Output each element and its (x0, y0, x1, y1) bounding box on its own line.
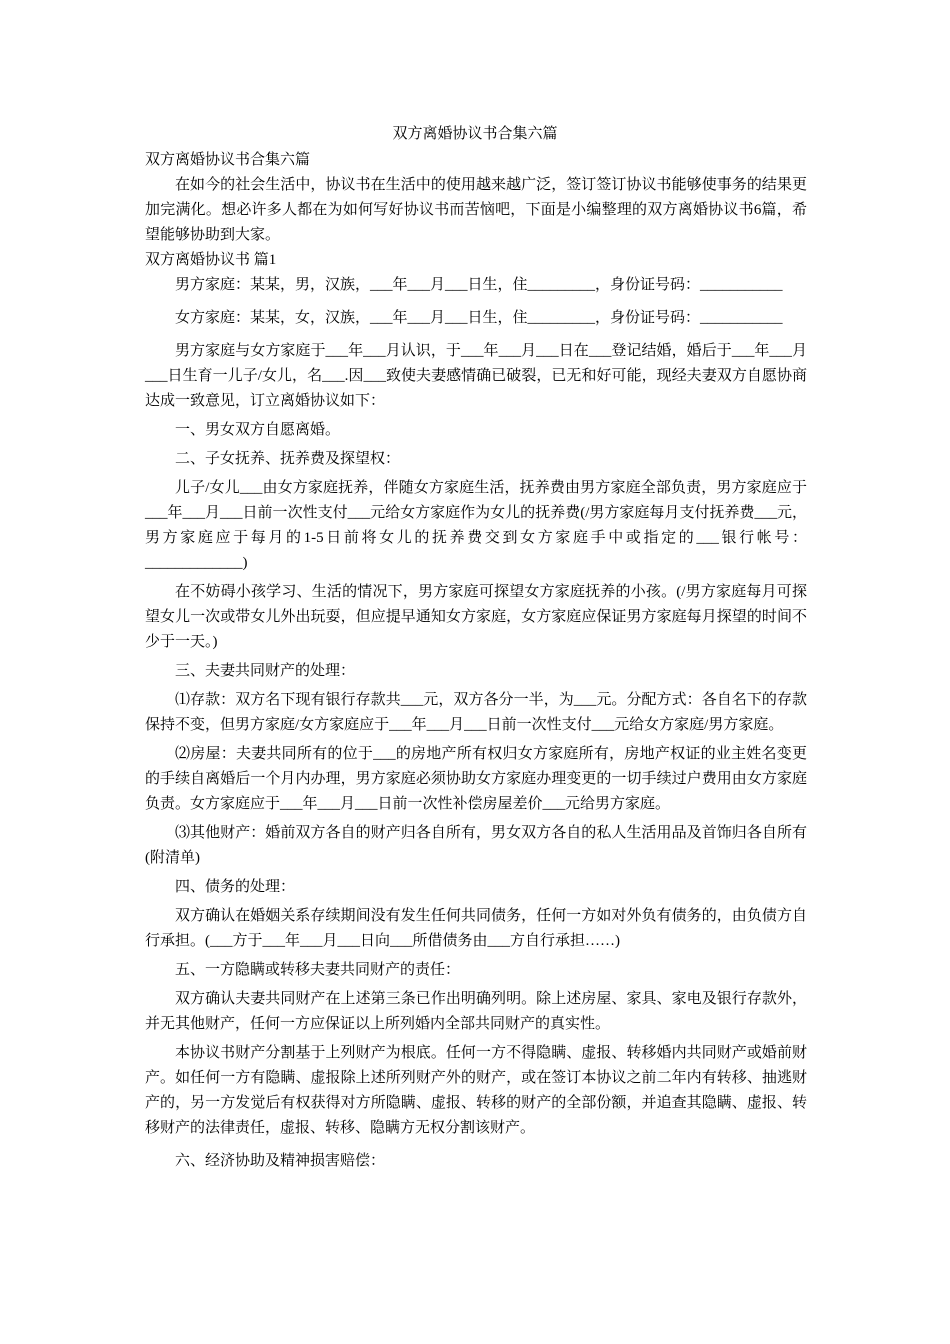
clause-heading-5: 五、一方隐瞒或转移夫妻共同财产的责任： (175, 962, 461, 978)
paragraph-visitation: 在不妨碍小孩学习、生活的情况下，男方家庭可探望女方家庭抚养的小孩。(/男方家庭每月可探望女儿一次或带女儿外出玩耍，但应提早通知女方家庭，女方家庭应保证男方家庭每月探望的时间不少于一天。) (145, 584, 807, 650)
section-heading: 双方离婚协议书 篇1 (145, 252, 277, 268)
intro-paragraph: 在如今的社会生活中，协议书在生活中的使用越来越广泛，签订签订协议书能够使事务的结果更加完满化。想必许多人都在为如何写好协议书而苦恼吧，下面是小编整理的双方离婚协议书6篇，希望能够协助到大家。 (145, 177, 807, 243)
clause-heading-4: 四、债务的处理： (175, 879, 296, 895)
clause-heading-3: 三、夫妻共同财产的处理： (175, 663, 356, 679)
paragraph-property-confirmation: 双方确认夫妻共同财产在上述第三条已作出明确列明。除上述房屋、家具、家电及银行存款外，并无其他财产，任何一方应保证以上所列婚内全部共同财产的真实性。 (145, 991, 807, 1032)
clause-heading-1: 一、男女双方自愿离婚。 (175, 422, 341, 438)
paragraph-child-support: 儿子/女儿___由女方家庭抚养，伴随女方家庭生活，抚养费由男方家庭全部负责，男方家庭应于___年___月___日前一次性支付___元给女方家庭作为女儿的抚养费(/男方家庭每月支付抚养费___元，男方家庭应于每月的1-5日前将女儿的抚养费交到女方家庭手中或指定的___银行帐号：_____________) (145, 480, 807, 571)
paragraph-female-party: 女方家庭：某某，女，汉族，___年___月___日生，住_________，身份证号码：___________ (175, 310, 783, 326)
document-body (145, 148, 807, 1174)
paragraph-marriage-info: 男方家庭与女方家庭于___年___月认识，于___年___月___日在___登记结婚，婚后于___年___月___日生育一儿子/女儿，名___.因___致使夫妻感情确已破裂，已无和好可能，现经夫妻双方自愿协商达成一致意见，订立离婚协议如下： (145, 343, 807, 409)
clause-heading-2: 二、子女抚养、抚养费及探望权： (175, 451, 401, 467)
document-subtitle: 双方离婚协议书合集六篇 (145, 152, 311, 168)
paragraph-male-party: 男方家庭：某某，男，汉族，___年___月___日生，住_________，身份证号码：___________ (175, 277, 783, 293)
clause-heading-6: 六、经济协助及精神损害赔偿： (175, 1153, 386, 1169)
document-title: 双方离婚协议书合集六篇 (392, 126, 558, 142)
paragraph-deposits: ⑴存款：双方名下现有银行存款共___元，双方各分一半，为___元。分配方式：各自名下的存款保持不变，但男方家庭/女方家庭应于___年___月___日前一次性支付___元给女方家庭/男方家庭。 (145, 692, 807, 733)
paragraph-debts: 双方确认在婚姻关系存续期间没有发生任何共同债务，任何一方如对外负有债务的，由负债方自行承担。(___方于___年___月___日向___所借债务由___方自行承担……) (145, 908, 807, 949)
paragraph-other-property: ⑶其他财产：婚前双方各自的财产归各自所有，男女双方各自的私人生活用品及首饰归各自所有(附清单) (145, 825, 807, 866)
paragraph-property-division: 本协议书财产分割基于上列财产为根底。任何一方不得隐瞒、虚报、转移婚内共同财产或婚前财产。如任何一方有隐瞒、虚报除上述所列财产外的财产，或在签订本协议之前二年内有转移、抽逃财产的，另一方发觉后有权获得对方所隐瞒、虚报、转移的财产的全部份额，并追查其隐瞒、虚报、转移财产的法律责任，虚报、转移、隐瞒方无权分割该财产。 (145, 1045, 807, 1136)
paragraph-house: ⑵房屋：夫妻共同所有的位于___的房地产所有权归女方家庭所有，房地产权证的业主姓名变更的手续自离婚后一个月内办理，男方家庭必须协助女方家庭办理变更的一切手续过户费用由女方家庭负责。女方家庭应于___年___月___日前一次性补偿房屋差价___元给男方家庭。 (145, 746, 807, 812)
